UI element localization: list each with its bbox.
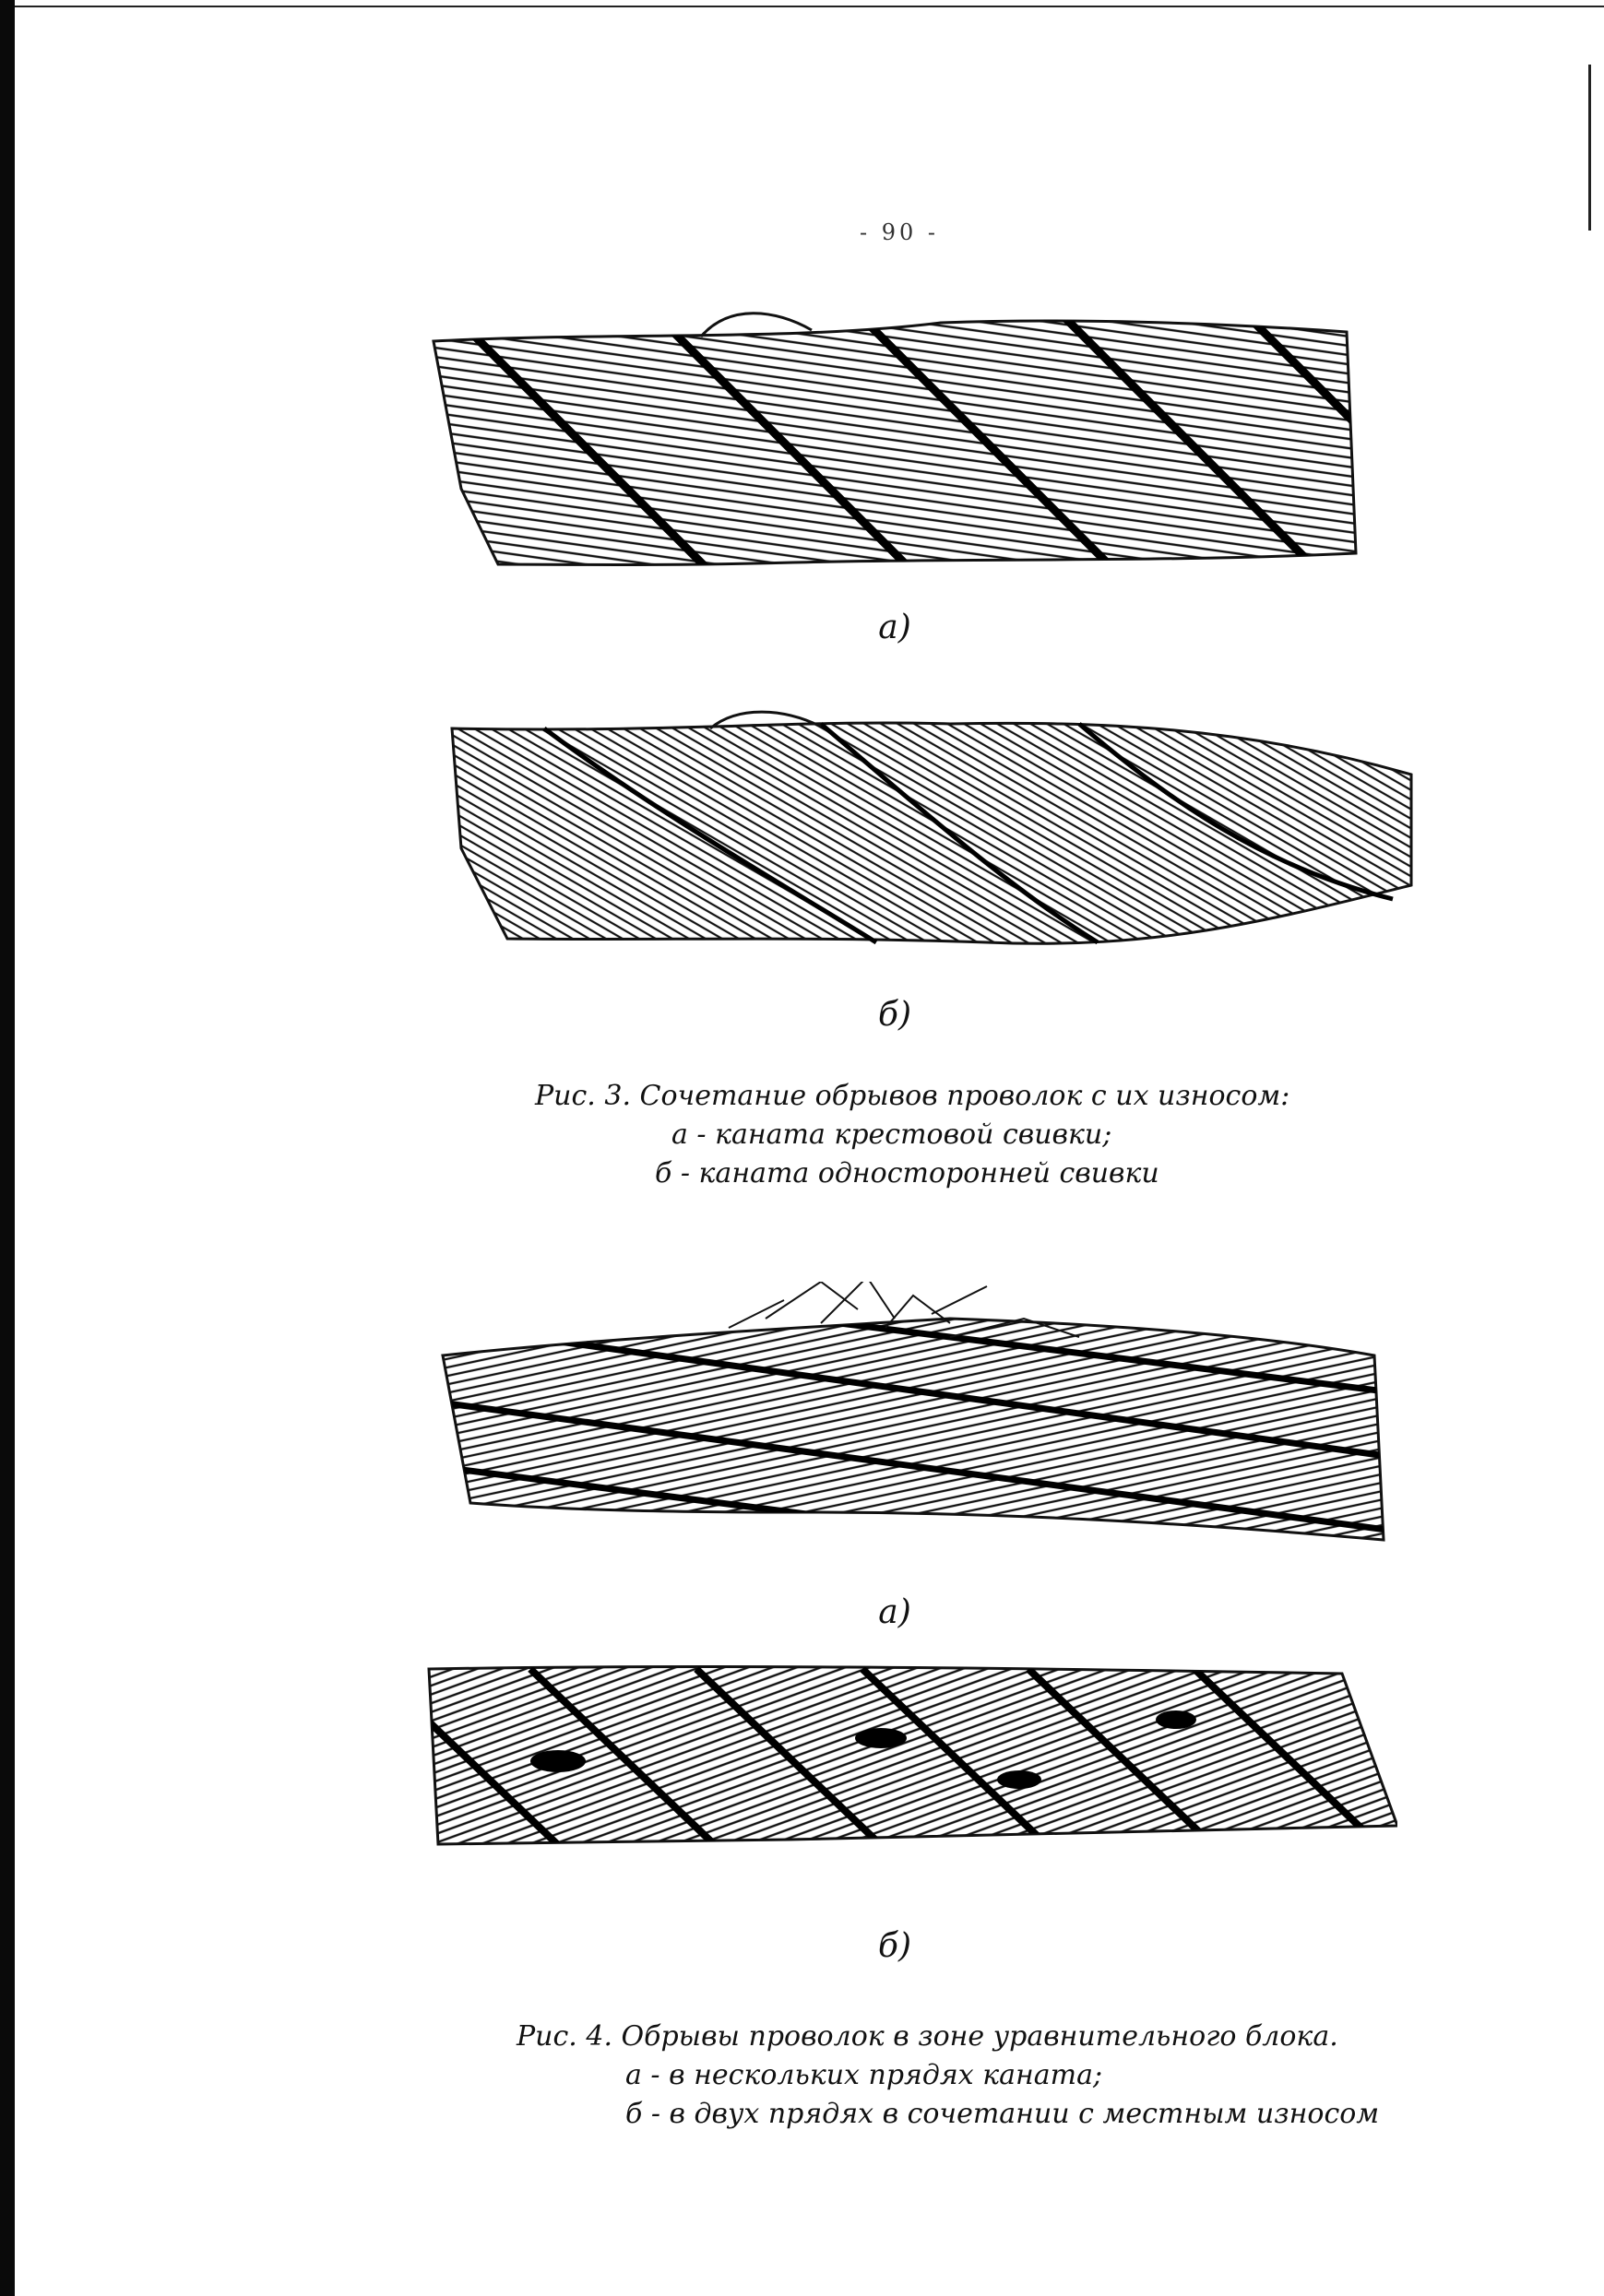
fig3-caption-title: Рис. 3. Сочетание обрывов проволок с их износом: xyxy=(535,1080,1290,1112)
fig3a-label: а) xyxy=(878,609,911,646)
scan-edge-top xyxy=(15,6,1604,7)
page-number: - 90 - xyxy=(859,219,939,245)
fig3b-rope-illustration xyxy=(434,701,1430,968)
fig4b-label: б) xyxy=(877,1927,912,1965)
fig3-caption-item-a: а - каната крестовой свивки; xyxy=(671,1118,1112,1151)
fig4-caption-title: Рис. 4. Обрывы проволок в зоне уравнительного блока. xyxy=(517,2020,1338,2053)
fig3-caption-item-b: б - каната односторонней свивки xyxy=(655,1157,1159,1189)
fig4-caption-item-b: б - в двух прядях в сочетании с местным износом xyxy=(625,2098,1380,2130)
fig3-caption xyxy=(535,1077,1289,1193)
fig4a-label: а) xyxy=(878,1593,911,1631)
scan-edge-right xyxy=(1588,65,1591,231)
fig3b-label: б) xyxy=(877,996,912,1034)
fig4a-rope-illustration xyxy=(434,1282,1393,1549)
fig4-caption-item-a: а - в нескольких прядях каната; xyxy=(625,2059,1103,2091)
scan-edge-left xyxy=(0,0,15,2296)
fig3a-rope-illustration xyxy=(424,304,1365,572)
fig4b-rope-illustration xyxy=(420,1651,1397,1863)
fig4-caption xyxy=(517,2018,1379,2134)
